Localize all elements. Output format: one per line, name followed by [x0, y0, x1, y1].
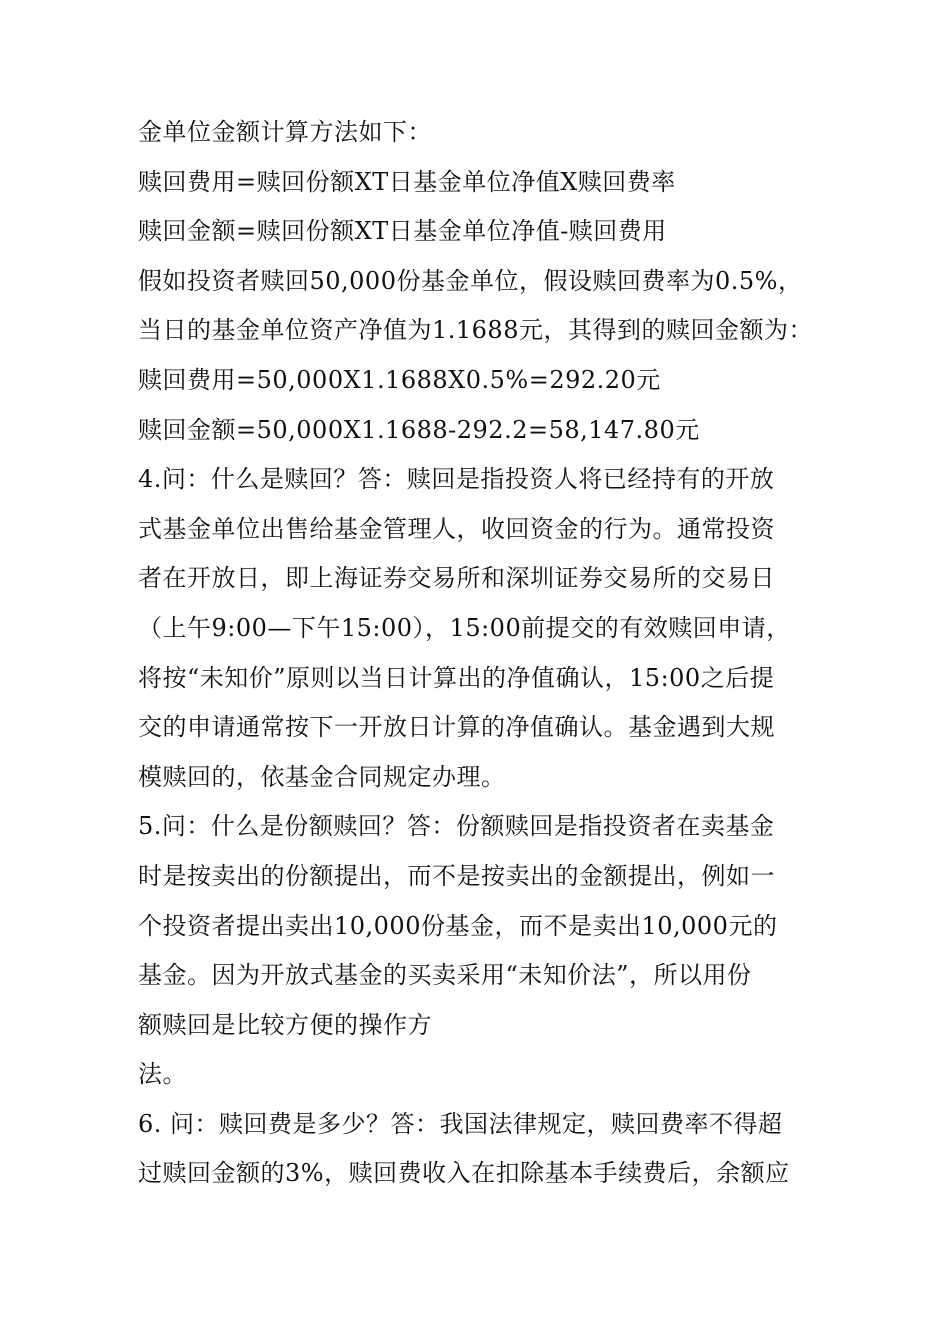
text-line: 式基金单位出售给基金管理人，收回资金的行为。通常投资 — [138, 514, 775, 543]
text-line: 时是按卖出的份额提出，而不是按卖出的金额提出，例如一 — [138, 861, 775, 890]
text-line: 交的申请通常按下一开放日计算的净值确认。基金遇到大规 — [138, 713, 775, 742]
text-line: 法。 — [138, 1060, 187, 1089]
text-line: 赎回金额=50,000X1.1688-292.2=58,147.80元 — [138, 415, 700, 444]
text-line: 4.问：什么是赎回？答：赎回是指投资人将已经持有的开放 — [138, 465, 775, 494]
text-line: 赎回费用=赎回份额XT日基金单位净值X赎回费率 — [138, 167, 676, 196]
text-line: 将按“未知价”原则以当日计算出的净值确认，15:00之后提 — [138, 663, 775, 692]
text-line: 赎回费用=50,000X1.1688X0.5%=292.20元 — [138, 365, 661, 394]
text-line: 当日的基金单位资产净值为1.1688元，其得到的赎回金额为： — [138, 316, 813, 345]
text-line: 模赎回的，依基金合同规定办理。 — [138, 762, 506, 791]
document-body — [138, 108, 838, 1199]
text-line: 者在开放日，即上海证券交易所和深圳证券交易所的交易日 — [138, 564, 775, 593]
text-line: 6. 问：赎回费是多少？答：我国法律规定，赎回费率不得超 — [138, 1109, 783, 1138]
text-line: 过赎回金额的3%，赎回费收入在扣除基本手续费后，余额应 — [138, 1159, 790, 1188]
text-line: 赎回金额=赎回份额XT日基金单位净值-赎回费用 — [138, 217, 667, 246]
text-line: 额赎回是比较方便的操作方 — [138, 1010, 432, 1039]
text-line: 基金。因为开放式基金的买卖采用“未知价法”，所以用份 — [138, 961, 752, 990]
text-line: 金单位金额计算方法如下： — [138, 118, 432, 146]
text-line: 个投资者提出卖出10,000份基金，而不是卖出10,000元的 — [138, 911, 778, 940]
text-line: （上午9:00—下午15:00），15:00前提交的有效赎回申请， — [138, 613, 791, 642]
text-line: 假如投资者赎回50,000份基金单位，假设赎回费率为0.5%， — [138, 266, 803, 295]
text-line: 5.问：什么是份额赎回？答：份额赎回是指投资者在卖基金 — [138, 812, 775, 841]
